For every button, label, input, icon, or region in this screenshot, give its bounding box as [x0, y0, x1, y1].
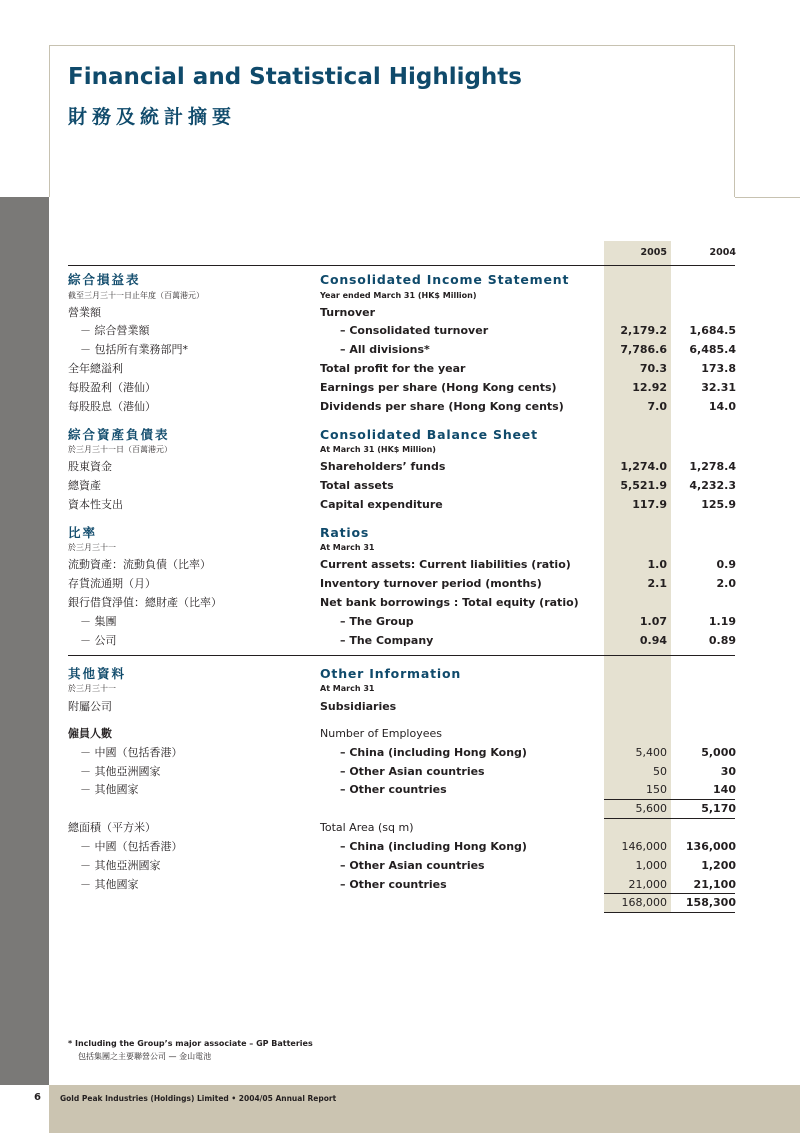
value-2004: 140	[713, 783, 736, 796]
table-row	[0, 631, 800, 650]
label-en: Turnover	[320, 306, 375, 319]
year-header-row	[0, 243, 800, 262]
table-row	[0, 612, 800, 631]
label-en: – China (including Hong Kong)	[340, 746, 527, 759]
total-2005: 168,000	[621, 896, 667, 909]
table-row	[0, 495, 800, 514]
value-2004: 30	[720, 765, 736, 778]
year-2004: 2004	[709, 247, 736, 258]
total-2004: 5,170	[701, 802, 736, 815]
other-sub-en: At March 31	[320, 684, 375, 693]
other-sub-zh: 於三月三十一	[68, 684, 116, 693]
value-2005: 2,179.2	[620, 324, 667, 337]
value-2005: 5,400	[635, 746, 667, 759]
ratios-title-zh: 比率	[68, 525, 98, 540]
label-zh: 總資產	[68, 479, 101, 492]
label-en: – All divisions*	[340, 343, 430, 356]
label-zh: 股東資金	[68, 460, 112, 473]
table-row	[0, 321, 800, 340]
table-row	[0, 574, 800, 593]
label-en: Total profit for the year	[320, 362, 466, 375]
other-title-en: Other Information	[320, 666, 462, 681]
section-subheading	[0, 679, 800, 698]
label-en: Total assets	[320, 479, 394, 492]
table-row	[0, 476, 800, 495]
value-2005: 7.0	[647, 400, 667, 413]
value-2005: 1.07	[639, 615, 667, 628]
table-row	[0, 856, 800, 875]
label-zh: － 集團	[80, 615, 117, 628]
ratios-sub-zh: 於三月三十一	[68, 543, 116, 552]
value-2005: 5,521.9	[620, 479, 667, 492]
table-row	[0, 875, 800, 894]
income-title-en: Consolidated Income Statement	[320, 272, 570, 287]
total-2005: 5,600	[635, 802, 667, 815]
value-2004: 0.9	[716, 558, 736, 571]
table-row	[0, 780, 800, 799]
label-zh: 營業額	[68, 306, 101, 319]
label-en: Inventory turnover period (months)	[320, 577, 542, 590]
value-2005: 2.1	[647, 577, 667, 590]
label-zh: 流動資產：流動負債（比率）	[68, 558, 211, 571]
value-2005: 117.9	[632, 498, 667, 511]
label-zh: － 中國（包括香港）	[80, 840, 183, 853]
ratios-title-en: Ratios	[320, 525, 370, 540]
value-2005: 0.94	[639, 634, 667, 647]
header-rule	[68, 265, 735, 266]
label-en: – Other countries	[340, 878, 447, 891]
income-sub-en: Year ended March 31 (HK$ Million)	[320, 291, 477, 300]
value-2005: 7,786.6	[620, 343, 667, 356]
section-divider	[68, 655, 735, 656]
table-row	[0, 837, 800, 856]
table-row	[0, 818, 800, 837]
label-en: – Other Asian countries	[340, 765, 485, 778]
label-en: Total Area (sq m)	[320, 821, 414, 834]
page-title-chinese: 財務及統計摘要	[68, 106, 237, 128]
table-row	[0, 340, 800, 359]
balance-sub-en: At March 31 (HK$ Million)	[320, 445, 436, 454]
table-row	[0, 724, 800, 743]
label-zh: 每股股息（港仙）	[68, 400, 156, 413]
label-zh: － 綜合營業額	[80, 324, 150, 337]
label-en: Capital expenditure	[320, 498, 443, 511]
value-2004: 5,000	[701, 746, 736, 759]
label-en: – Consolidated turnover	[340, 324, 489, 337]
footer-bar	[49, 1085, 800, 1133]
label-zh: － 中國（包括香港）	[80, 746, 183, 759]
header-divider	[735, 197, 800, 198]
label-en: – The Company	[340, 634, 434, 647]
label-zh: 總面積（平方米）	[68, 821, 156, 834]
label-en: – China (including Hong Kong)	[340, 840, 527, 853]
balance-sub-zh: 於三月三十一日（百萬港元）	[68, 445, 172, 454]
value-2004: 6,485.4	[689, 343, 736, 356]
value-2004: 1.19	[708, 615, 736, 628]
value-2004: 32.31	[701, 381, 736, 394]
label-zh: 存貨流通期（月）	[68, 577, 156, 590]
label-en: Dividends per share (Hong Kong cents)	[320, 400, 564, 413]
value-2005: 1,000	[635, 859, 667, 872]
label-en: Net bank borrowings : Total equity (ratio)	[320, 596, 579, 609]
value-2004: 1,684.5	[689, 324, 736, 337]
footer-left	[0, 1085, 49, 1133]
value-2004: 125.9	[701, 498, 736, 511]
page-number: 6	[34, 1092, 41, 1103]
label-en: Subsidiaries	[320, 700, 397, 713]
total-row	[0, 893, 800, 912]
label-zh: 資本性支出	[68, 498, 123, 511]
label-zh: － 其他國家	[80, 783, 139, 796]
other-title-zh: 其他資料	[68, 666, 127, 681]
value-2004: 1,200	[701, 859, 736, 872]
label-en: Earnings per share (Hong Kong cents)	[320, 381, 557, 394]
value-2005: 1,274.0	[620, 460, 667, 473]
table-row	[0, 303, 800, 322]
income-title-zh: 綜合損益表	[68, 272, 141, 287]
value-2005: 50	[653, 765, 667, 778]
value-2005: 21,000	[628, 878, 667, 891]
value-2004: 21,100	[693, 878, 736, 891]
label-zh: － 其他亞洲國家	[80, 859, 161, 872]
footnote-en: * Including the Group’s major associate – GP Batteries	[68, 1039, 313, 1048]
value-2004: 4,232.3	[689, 479, 736, 492]
table-row	[0, 593, 800, 612]
balance-title-en: Consolidated Balance Sheet	[320, 427, 538, 442]
table-row	[0, 457, 800, 476]
table-row	[0, 762, 800, 781]
value-2004: 173.8	[701, 362, 736, 375]
income-sub-zh: 截至三月三十一日止年度（百萬港元）	[68, 291, 204, 300]
value-2004: 0.89	[708, 634, 736, 647]
table-row	[0, 378, 800, 397]
value-2004: 136,000	[685, 840, 736, 853]
table-row	[0, 397, 800, 416]
label-zh: 全年總溢利	[68, 362, 123, 375]
label-zh: － 公司	[80, 634, 117, 647]
value-2005: 12.92	[632, 381, 667, 394]
label-zh: 銀行借貸淨值：總財產（比率）	[68, 596, 222, 609]
footnote-zh: 包括集團之主要聯營公司 — 金山電池	[78, 1052, 212, 1061]
label-en: – Other countries	[340, 783, 447, 796]
label-en: Number of Employees	[320, 727, 442, 740]
label-zh: 附屬公司	[68, 700, 112, 713]
label-en: Current assets: Current liabilities (ratio)	[320, 558, 571, 571]
label-zh: 每股盈利（港仙）	[68, 381, 156, 394]
label-zh: 僱員人數	[68, 727, 112, 740]
label-zh: － 其他國家	[80, 878, 139, 891]
label-en: Shareholders’ funds	[320, 460, 446, 473]
page-title: Financial and Statistical Highlights	[68, 64, 522, 90]
table-row	[0, 697, 800, 716]
footer-text: Gold Peak Industries (Holdings) Limited • 2004/05 Annual Report	[60, 1094, 337, 1103]
value-2004: 2.0	[716, 577, 736, 590]
table-row	[0, 359, 800, 378]
value-2004: 1,278.4	[689, 460, 736, 473]
balance-title-zh: 綜合資產負債表	[68, 427, 170, 442]
value-2005: 146,000	[621, 840, 667, 853]
total-2004: 158,300	[685, 896, 736, 909]
ratios-sub-en: At March 31	[320, 543, 375, 552]
value-2005: 70.3	[639, 362, 667, 375]
total-row	[0, 799, 800, 818]
label-zh: － 其他亞洲國家	[80, 765, 161, 778]
year-2005: 2005	[640, 247, 667, 258]
value-2004: 14.0	[708, 400, 736, 413]
table-row	[0, 555, 800, 574]
table-row	[0, 743, 800, 762]
value-2005: 1.0	[647, 558, 667, 571]
label-zh: － 包括所有業務部門*	[80, 343, 188, 356]
label-en: – Other Asian countries	[340, 859, 485, 872]
value-2005: 150	[646, 783, 667, 796]
total-rule	[604, 912, 735, 913]
label-en: – The Group	[340, 615, 414, 628]
